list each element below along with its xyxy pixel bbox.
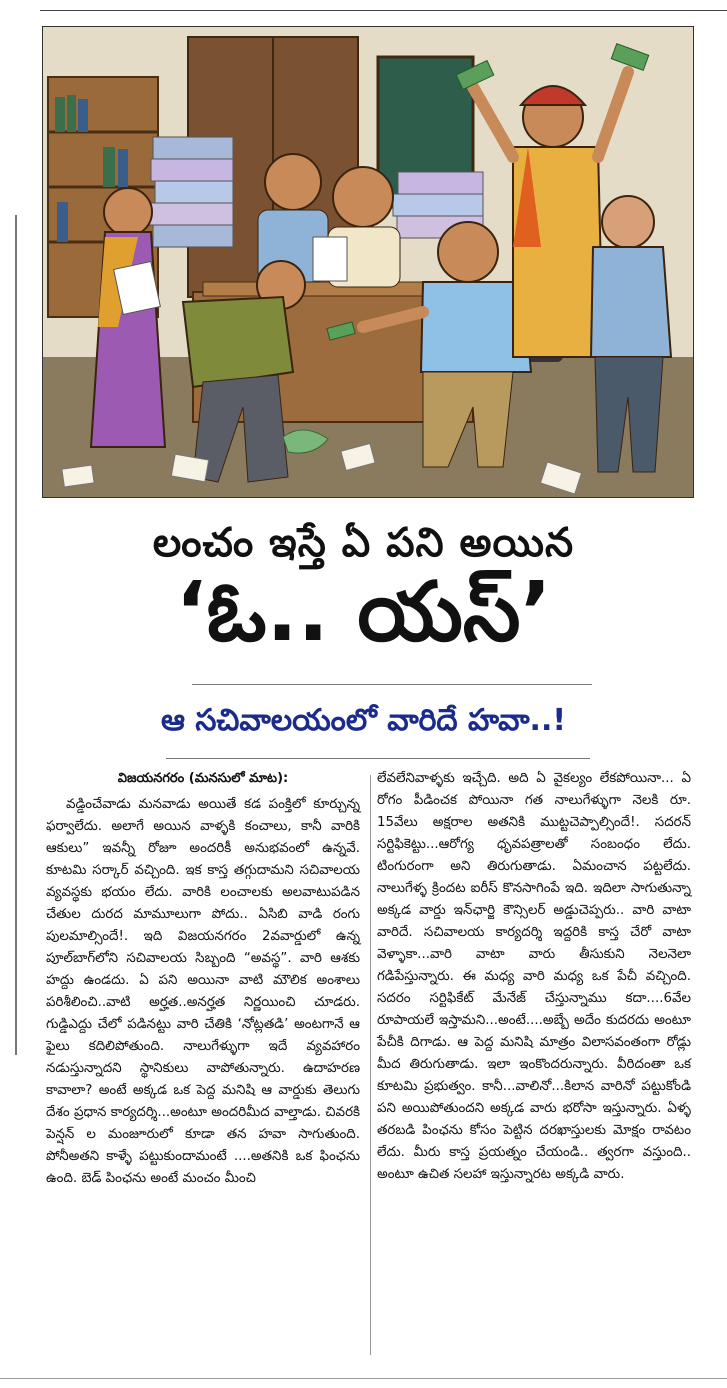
top-rule — [40, 10, 727, 11]
headline-divider — [192, 684, 592, 685]
dateline: విజయనగరం (మనసులో మాట): — [117, 771, 289, 786]
headline-line-1: లంచం ఇస్తే ఏ పని అయిన — [152, 520, 575, 566]
subheadline: ఆ సచివాలయంలో వారిదే హవా..! — [160, 703, 567, 738]
subheadline-divider — [166, 758, 590, 759]
article-text-right: లేవలేనివాళ్ళకు ఇచ్చేది. అది ఏ వైకల్యం లేకపోయినా... ఏ రోగం పీడించక పోయినా గత నాలుగేళ్ళుగా నెలకి రూ. 15వేలు అక్షరాల అతనికి ముట్టచెప్పాల్సిందే!. సదరన్ సర్టిఫికెట్టు...ఆరోగ్య ధృవపత్రాలతో సంబంధం లేదు. టింగురంగా అని తిరుగుతాడు. ఏమంచాన పట్టలేదు. నాలుగేళ్ళ క్రిందట ఐరీస్ కొనసాగింపే ఇది. ఇదిలా సాగుతున్నా అక్కడ వార్డు ఇన్‌ఛార్జి కౌన్సిలర్ అడ్డుచెప్పరు.. వారి వాటా వారిదే. సచివాలయ కార్యదర్శి ఇద్దరికి కాస్త చేరో వాటా వెళ్ళాకా...వారి వాటా వారు తీసుకుని నెలనెలా గడిపేస్తున్నారు. ఈ మధ్య వారి మధ్య ఒక పేచీ వచ్చింది. సదరం సర్టిఫికేట్ మేనేజ్ చేస్తున్నాము కదా....6వేల రూపాయలే ఇస్తామని...అంటే....అబ్బే అదేం కుదరదు అంటూ పేచీకి దిగాడు. ఆ పెద్ద మనిషి మాత్రం విలాసవంతంగా రోడ్లు మీద తిరుగుతాడు. ఇలా ఇంకొందరున్నారు. వీరిదంతా ఒక కూటమి ప్రభుత్వం. కానీ...వాలినో...కిలాన వారినో పట్టుకోండి పని అయిపోతుందని అక్కడ వారు భరోసా ఇస్తున్నారు. ఏళ్ళ తరబడి పింఛను కోసం పెట్టిన దరఖాస్తులకు మోక్షం రావటం లేదు. మీరు కాస్త ప్రయత్నం చేయండి.. త్వరగా వస్తుంది.. అంటూ ఉచిత సలహా ఇస్తున్నారట అక్కడి వారు. — [377, 771, 691, 1182]
article-text-left: వడ్డించేవాడు మనవాడు అయితే కడ పంక్తిలో కూర్చున్న ఫర్వాలేదు. అలాగే అయిన వాళ్ళకి కంచాలు, కానీ వారికి ఆకులు” ఇవన్నీ రోజూ అందరికీ అనుభవంలో ఉన్నవే. కూటమి సర్కార్ వచ్చింది. ఇక కాస్త తగ్గుదామని సచివాలయ వ్యవస్థకు భయం లేదు. వారికి లంచాలకు అలవాటుపడిన చేతుల దురద మామూలుగా పోదు.. ఏసిబి వాడి రంగు పులమాల్సిందే!. ఇది విజయనగరం 2వవార్డులో ఉన్న పూల్‌బాగ్‌లోని సచివాలయ సిబ్బంది “అవస్థ”. వారి ఆశకు హద్దు ఉండదు. ఏ పని అయినా వాటి మౌలిక అంశాలు పరిశీలించి..వాటి అర్హత..అనర్హత నిర్ణయించి చూడరు. గుడ్డిఎద్దు చేలో పడినట్టు వారి చేతికి ‘నోట్లతడి’ అంటగానే ఆ ఫైలు కదిలిపోతుంది. నాలుగేళ్ళుగా ఇదే వ్యవహారం నడుస్తున్నాదని స్థానికులు వాపోతున్నారు. ఉదాహరణ కావాలా? అంటే అక్కడ ఒక పెద్ద మనిషి ఆ వార్డుకు తెలుగు దేశం ప్రధాన కార్యదర్శి...అంటూ అందరిమీద వాల్తాడు. చివరకి పెన్షన్ ల మంజూరులో కూడా తన హవా సాగుతుంది. పోనీఅతని కాళ్ళే పట్టుకుందామంటే ....అతనికి ఒక ఫింఛను ఉంది. బెడ్ పింఛను అంటే మంచం మీంచి — [46, 797, 360, 1186]
column-divider — [370, 775, 371, 1355]
article-column-right — [377, 768, 691, 1186]
bottom-rule — [0, 1378, 727, 1379]
cartoon-illustration — [42, 26, 694, 498]
article-column-left — [46, 768, 360, 1190]
headline-line-2: ‘ఓ.. యస్’ — [175, 565, 552, 660]
